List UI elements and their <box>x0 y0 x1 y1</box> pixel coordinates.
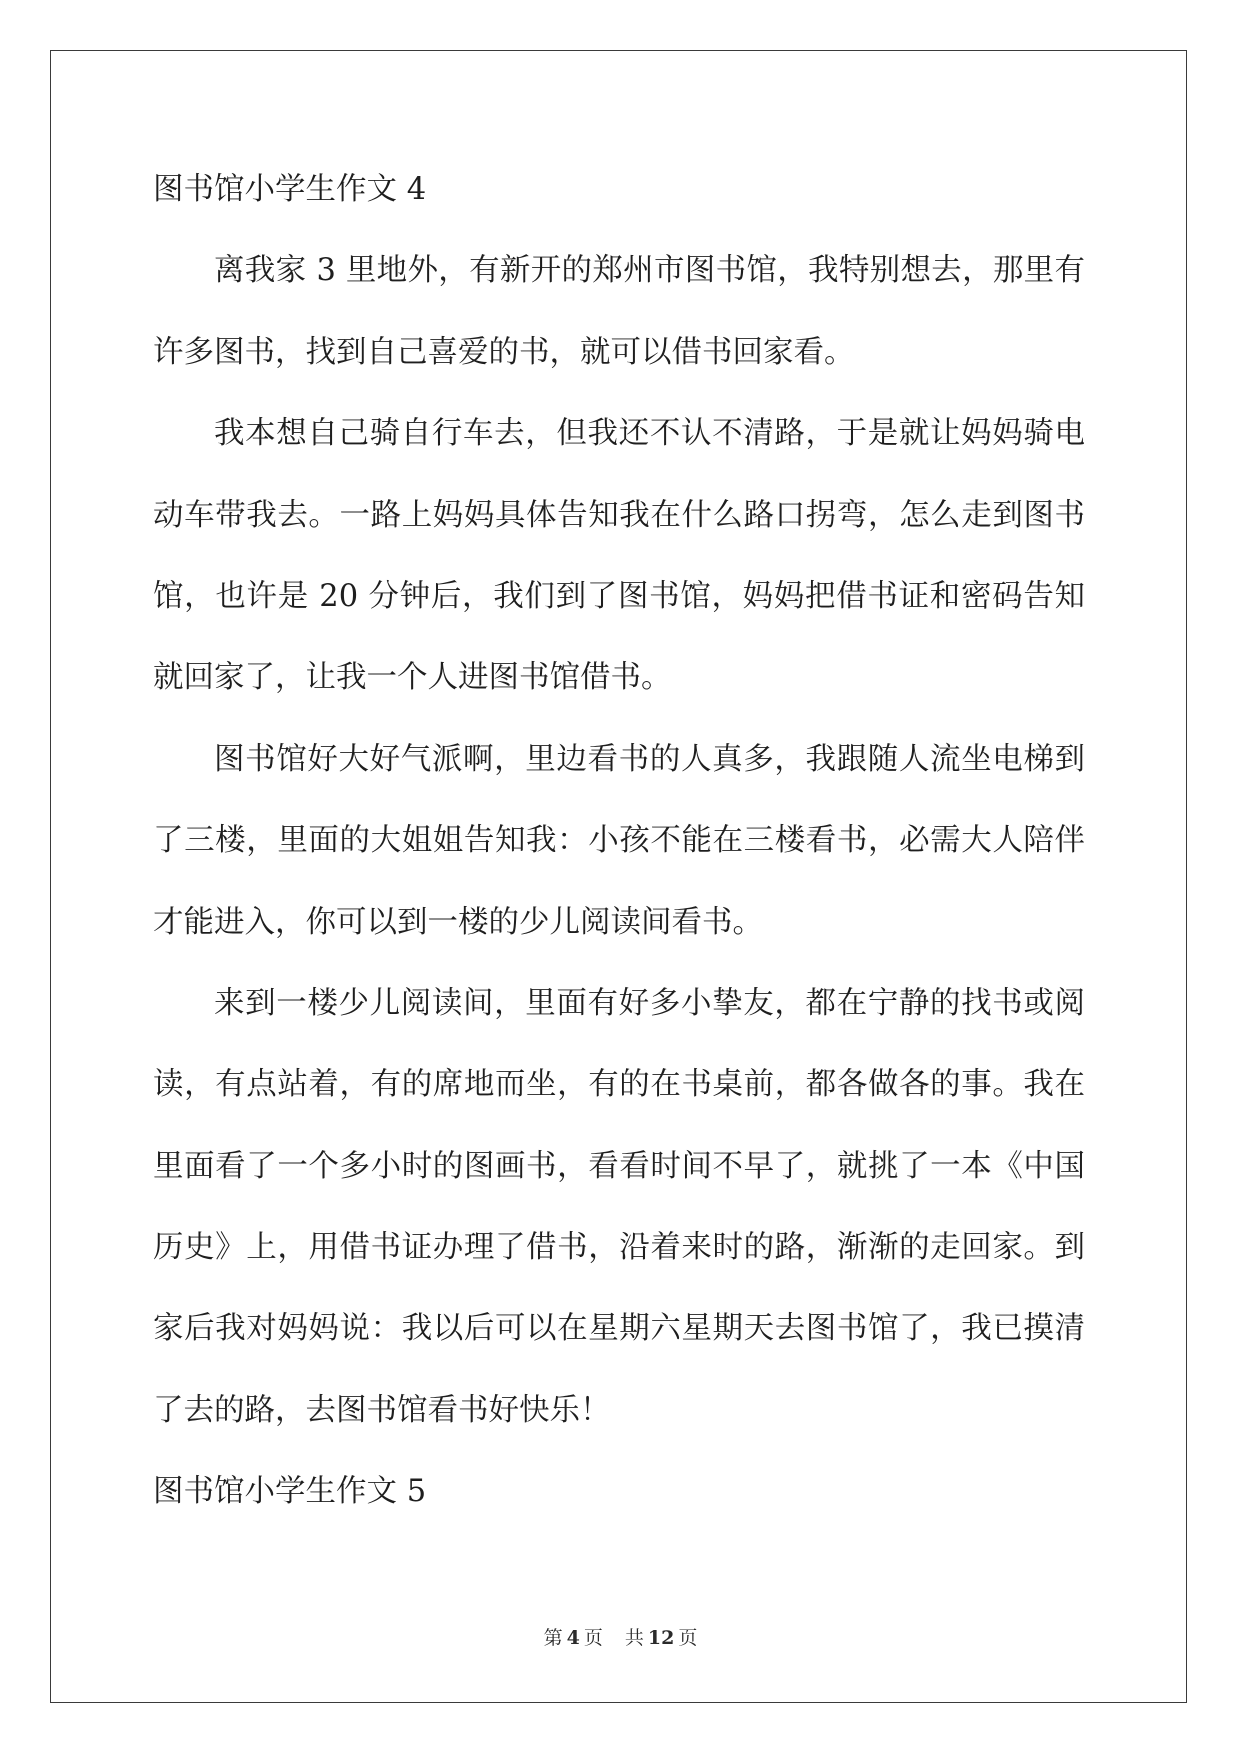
page-number: 4 <box>566 1627 580 1649</box>
paragraph-line: 离我家 3 里地外，有新开的郑州市图书馆，我特别想去，那里有 <box>214 253 1085 289</box>
paragraph-line: 里面看了一个多小时的图画书，看看时间不早了，就挑了一本《中国 <box>153 1148 1085 1184</box>
page-footer <box>0 1622 1241 1654</box>
paragraph <box>153 393 1085 719</box>
paragraph-line: 读，有点站着，有的席地而坐，有的在书桌前，都各做各的事。我在 <box>153 1067 1085 1103</box>
paragraph <box>153 963 1085 1451</box>
paragraph-line: 了三楼，里面的大姐姐告知我：小孩不能在三楼看书，必需大人陪伴 <box>153 823 1085 859</box>
total-suffix: 页 <box>678 1627 698 1649</box>
paragraph-line: 许多图书，找到自己喜爱的书，就可以借书回家看。 <box>153 334 855 370</box>
document-body <box>153 149 1085 1533</box>
page-suffix: 页 <box>583 1627 603 1649</box>
paragraph-line: 家后我对妈妈说：我以后可以在星期六星期天去图书馆了，我已摸清 <box>153 1311 1085 1347</box>
paragraph-line: 才能进入，你可以到一楼的少儿阅读间看书。 <box>153 904 763 940</box>
paragraph-line: 动车带我去。一路上妈妈具体告知我在什么路口拐弯，怎么走到图书 <box>153 497 1085 533</box>
paragraph-line: 历史》上，用借书证办理了借书，沿着来时的路，渐渐的走回家。到 <box>153 1230 1085 1266</box>
paragraph-line: 馆，也许是 20 分钟后，我们到了图书馆，妈妈把借书证和密码告知 <box>153 578 1085 614</box>
page-prefix: 第 <box>543 1627 563 1649</box>
section-title: 图书馆小学生作文 5 <box>153 1474 427 1510</box>
paragraph-line: 图书馆好大好气派啊，里边看书的人真多，我跟随人流坐电梯到 <box>214 741 1085 777</box>
section-title: 图书馆小学生作文 4 <box>153 172 427 207</box>
paragraph-line: 就回家了，让我一个人进图书馆借书。 <box>153 660 672 696</box>
paragraph <box>153 230 1085 393</box>
total-prefix: 共 <box>624 1627 644 1649</box>
paragraph-line: 我本想自己骑自行车去，但我还不认不清路，于是就让妈妈骑电 <box>214 416 1085 452</box>
paragraph-line: 来到一楼少儿阅读间，里面有好多小挚友，都在宁静的找书或阅 <box>214 985 1085 1021</box>
paragraph-line: 了去的路，去图书馆看书好快乐！ <box>153 1392 611 1428</box>
total-pages: 12 <box>647 1627 675 1649</box>
paragraph <box>153 719 1085 963</box>
